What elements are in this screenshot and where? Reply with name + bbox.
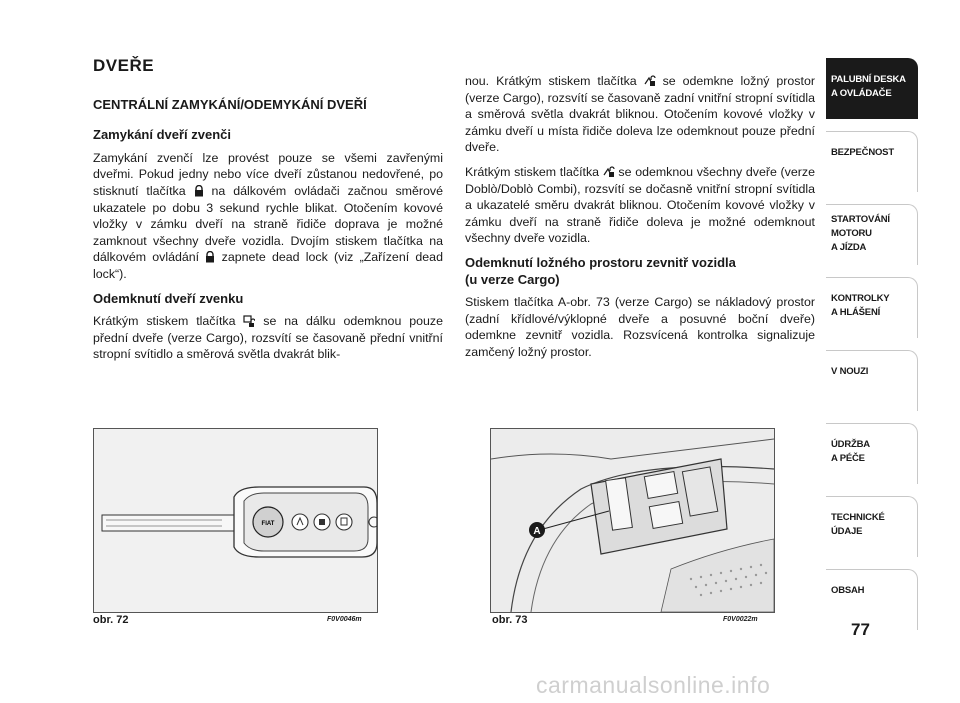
section2-text-a: Krátkým stiskem tlačítka: [93, 314, 236, 329]
right-paragraph-3: Stiskem tlačítka A-obr. 73 (verze Cargo) se nákladový prostor (zadní křídlové/výklopné dveře a posuvné boční dveře) odemkne zevnitř vozidla. Rozsvícená kontrolka signalizuje zamčený ložný prostor.: [465, 295, 815, 359]
fiat-logo-text: FIAT: [261, 521, 275, 527]
page-number: 77: [851, 620, 870, 639]
right-column: [465, 73, 815, 369]
figure-73-caption: obr. 73: [492, 614, 528, 626]
tab-technicke-udaje[interactable]: TECHNICKÉ ÚDAJE: [826, 496, 918, 557]
page-heading: DVEŘE: [93, 56, 155, 75]
tab-v-nouzi[interactable]: V NOUZI: [826, 350, 918, 411]
key-fob-illustration: [94, 429, 377, 612]
tab-bezpecnost[interactable]: BEZPEČNOST: [826, 131, 918, 192]
right-p1-b: se odemkne ložný prostor (verze Cargo), rozsvítí se časovaně zadní vnitřní stropní svítidla a směrová světla dvakrát bliknou. Otočením kovové vložky v zámku dveří u místa řidiče doleva lze odemknout pouze přední dveře.: [465, 74, 815, 155]
door-panel-illustration: [491, 429, 774, 612]
right-paragraph-2: [465, 164, 815, 247]
tab-palubni-deska[interactable]: PALUBNÍ DESKA A OVLÁDAČE: [826, 58, 918, 119]
tab-startovani[interactable]: STARTOVÁNÍ MOTORU A JÍZDA: [826, 204, 918, 265]
figure-72-key-fob: [93, 428, 378, 613]
window-switch-left-2: [649, 502, 682, 529]
section2-title: Odemknutí dveří zvenku: [93, 290, 244, 306]
window-switch-left: [644, 472, 677, 499]
lock-icon: [194, 185, 204, 197]
fob-button-unlock: [292, 514, 308, 530]
watermark: carmanualsonline.info: [536, 672, 771, 698]
callout-a-label: A: [533, 526, 541, 537]
tab-kontrolky[interactable]: KONTROLKY A HLÁŠENÍ: [826, 277, 918, 338]
section1-title: Zamykání dveří zvenči: [93, 127, 232, 143]
section1-text-b: na dálkovém ovládači začnou směrové ukazatele po dobu 3 sekund rychle blikat. Otočením kovové vložky v zámku dveří na straně řidiče doprava je možné zamknout všechny dveře vozidla. Dvojím stiskem tlačítka na dálkovém ovládání: [93, 183, 443, 265]
right-p2-b: se odemknou všechny dveře (verze Doblò/Doblò Combi), rozsvítí se dočasně vnitřní stropní svítidla a ukazatelé směru dvakrát bliknou. Otočením kovové vložky v zámku dveří na straně řidiče doleva je možné odemknout všechny dveře vozidla.: [465, 164, 815, 246]
unlock-all-icon: [603, 166, 615, 178]
figure-72-caption: obr. 72: [93, 614, 129, 626]
tab-udrzba[interactable]: ÚDRŽBA A PÉČE: [826, 423, 918, 484]
right-section-title-1: Odemknutí ložného prostoru zevnitř vozidla: [465, 254, 736, 270]
lock-icon: [205, 251, 215, 263]
right-p1-a: nou. Krátkým stiskem tlačítka: [465, 74, 637, 88]
section-subheading: CENTRÁLNÍ ZAMYKÁNÍ/ODEMYKÁNÍ DVEŘÍ: [93, 96, 367, 112]
chapter-tabs: [826, 58, 918, 642]
right-p2-a: Krátkým stiskem tlačítka: [465, 164, 600, 179]
right-section-title-2: (u verze Cargo): [465, 271, 560, 287]
section1-text: [93, 150, 443, 283]
section2-text-b: se na dálku odemknou pouze přední dveře (verze Cargo), rozsvítí se časovaně přední vnitřní stropní svítidlo a směrová světla dvakrát blik-: [93, 314, 443, 362]
unlock-cargo-icon: [644, 75, 656, 87]
section2-text: [93, 313, 443, 363]
unlock-front-icon: [243, 315, 255, 327]
figure-72-code: F0V0046m: [327, 616, 362, 623]
figure-73-code: F0V0022m: [723, 616, 758, 623]
section1-text-a: Zamykání zvenčí lze provést pouze se všemi zavřenými dveřmi. Pokud jedny nebo více dveří zůstanou nedovřené, po stisknutí tlačítka: [93, 150, 443, 198]
figure-73-door-panel: [490, 428, 775, 613]
left-column: [93, 58, 443, 371]
tab-obsah[interactable]: OBSAH: [826, 569, 918, 630]
right-paragraph-1: [465, 73, 815, 156]
section1-text-c: zapnete dead lock (viz „Zařízení dead lock“).: [93, 250, 443, 281]
fob-button-cargo: [336, 514, 352, 530]
